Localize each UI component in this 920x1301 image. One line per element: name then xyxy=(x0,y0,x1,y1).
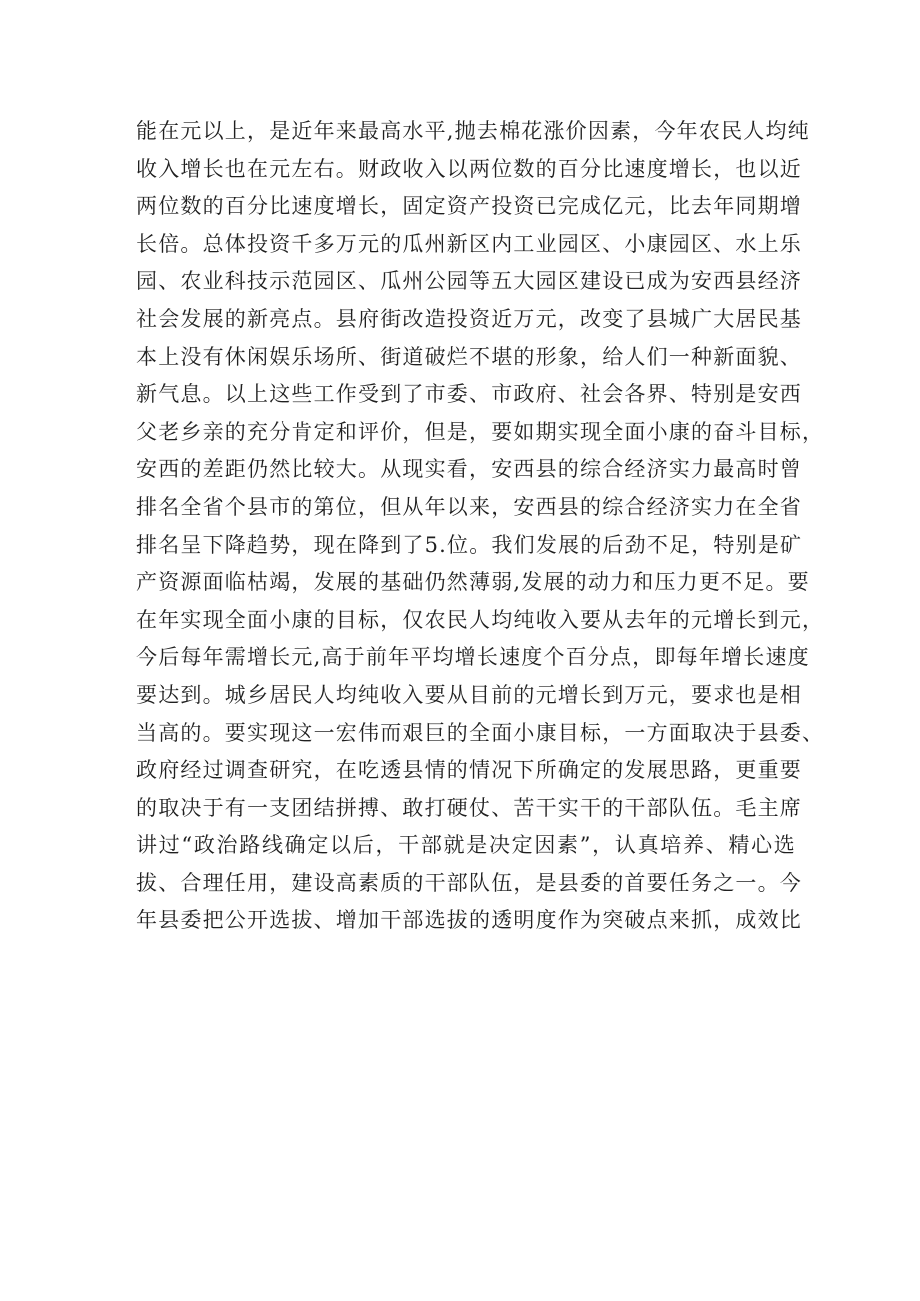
text-line-11: 排名全省个县市的第位，但从年以来，安西县的综合经济实力在全省 xyxy=(136,494,802,519)
text-line-13: 产资源面临枯竭，发展的基础仍然薄弱,发展的动力和压力更不足。要 xyxy=(136,570,810,595)
body-text xyxy=(136,113,825,940)
text-line-3: 两位数的百分比速度增长，固定资产投资已完成亿元，比去年同期增 xyxy=(136,194,802,219)
text-line-6: 社会发展的新亮点。县府街改造投资近万元，改变了县城广大居民基 xyxy=(136,306,802,331)
text-line-20: 讲过“政治路线确定以后，干部就是决定因素”，认真培养、精心选 xyxy=(136,833,796,858)
text-line-21: 拔、合理任用，建设高素质的干部队伍，是县委的首要任务之一。今 xyxy=(136,870,802,895)
text-line-17: 当高的。要实现这一宏伟而艰巨的全面小康目标，一方面取决于县委、 xyxy=(136,720,825,745)
text-line-9: 父老乡亲的充分肯定和评价，但是，要如期实现全面小康的奋斗目标， xyxy=(136,419,825,444)
text-line-1: 能在元以上，是近年来最高水平,抛去棉花涨价因素，今年农民人均纯 xyxy=(136,119,810,143)
text-line-8: 新气息。以上这些工作受到了市委、市政府、社会各界、特别是安西 xyxy=(136,382,802,407)
text-line-15: 今后每年需增长元,高于前年平均增长速度个百分点，即每年增长速度 xyxy=(136,645,810,670)
text-line-2: 收入增长也在元左右。财政收入以两位数的百分比速度增长，也以近 xyxy=(136,156,802,181)
text-line-5: 园、农业科技示范园区、瓜州公园等五大园区建设已成为安西县经济 xyxy=(136,269,802,294)
text-line-7: 本上没有休闲娱乐场所、街道破烂不堪的形象，给人们一种新面貌、 xyxy=(136,344,802,369)
text-line-4: 长倍。总体投资千多万元的瓜州新区内工业园区、小康园区、水上乐 xyxy=(136,231,802,256)
text-line-16: 要达到。城乡居民人均纯收入要从目前的元增长到万元，要求也是相 xyxy=(136,682,802,707)
text-line-14: 在年实现全面小康的目标，仅农民人均纯收入要从去年的元增长到元， xyxy=(136,607,825,632)
text-line-19: 的取决于有一支团结拼搏、敢打硬仗、苦干实干的干部队伍。毛主席 xyxy=(136,795,802,820)
text-line-10: 安西的差距仍然比较大。从现实看，安西县的综合经济实力最高时曾 xyxy=(136,457,802,482)
text-line-18: 政府经过调查研究，在吃透县情的情况下所确定的发展思路，更重要 xyxy=(136,758,802,783)
text-line-12: 排名呈下降趋势，现在降到了5.位。我们发展的后劲不足，特别是矿 xyxy=(136,532,803,557)
text-line-22: 年县委把公开选拔、增加干部选拔的透明度作为突破点来抓，成效比 xyxy=(136,908,802,933)
